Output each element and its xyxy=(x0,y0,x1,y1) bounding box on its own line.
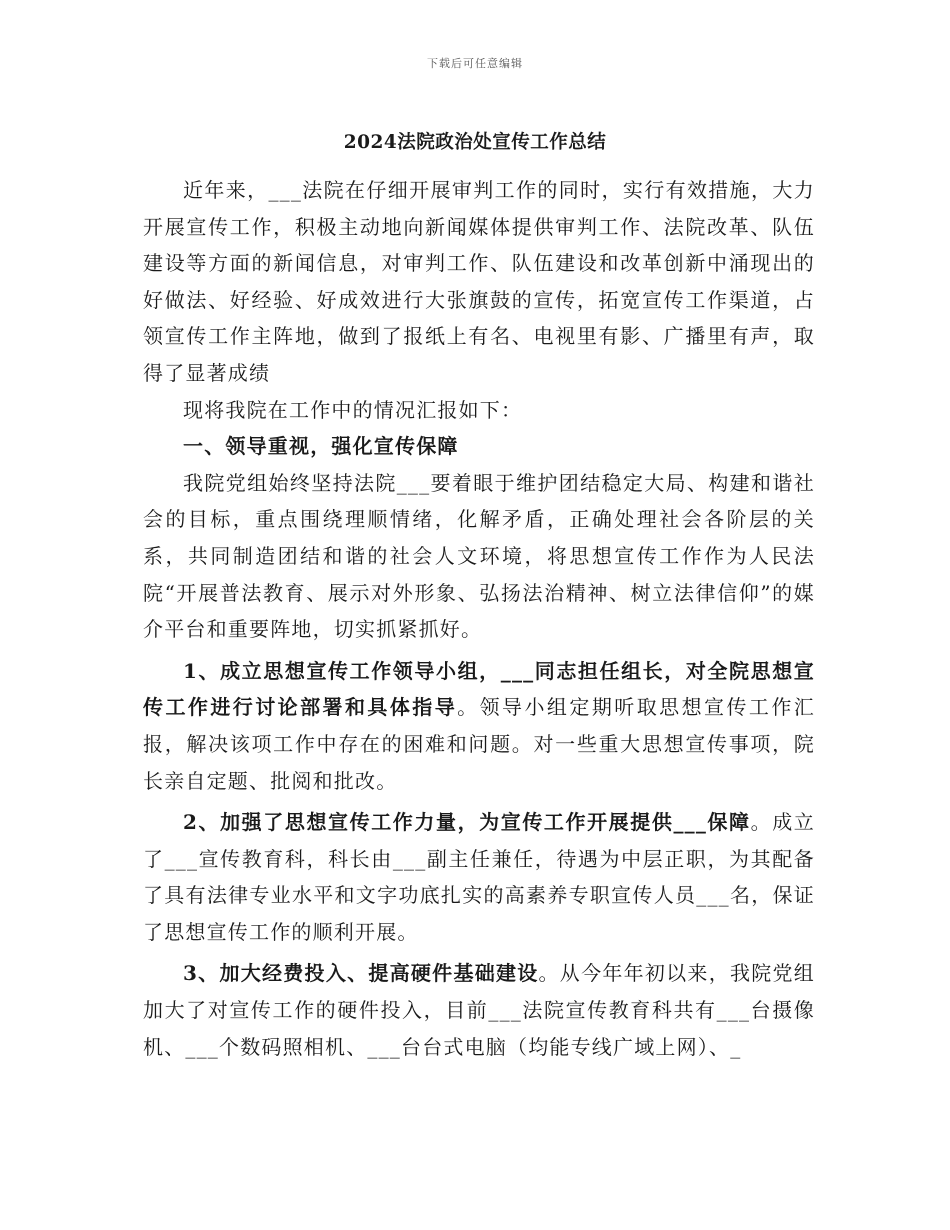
item-1-text: 。领导小组定期听取思想宣传工作汇报，解决该项工作中存在的困难和问题。对一些重大思想宣传事项，院长亲自定题、批阅和批改。 xyxy=(143,695,815,793)
item-2-heading: 2、加强了思想宣传工作力量，为宣传工作开展提供___保障 xyxy=(183,810,751,835)
paragraph-item-1 xyxy=(143,653,815,799)
item-1-heading: 1、成立思想宣传工作领导小组，___同志担任组长，对全院思想宣传工作进行讨论部署和具体指导 xyxy=(143,658,815,720)
paragraph-item-2 xyxy=(143,804,815,950)
paragraph-summary-lead: 现将我院在工作中的情况汇报如下： xyxy=(183,397,523,422)
item-3-heading: 3、加大经费投入、提高硬件基础建设 xyxy=(183,961,539,986)
page-header: 下载后可任意编辑 xyxy=(427,57,523,70)
section-heading-1: 一、领导重视，强化宣传保障 xyxy=(183,434,459,459)
document-body xyxy=(143,172,815,1065)
item-3-text: 。从今年年初以来，我院党组加大了对宣传工作的硬件投入，目前___法院宣传教育科共有___台摄像机、___个数码照相机、___台台式电脑（均能专线广域上网）、_ xyxy=(143,961,815,1059)
paragraph-party-group: 我院党组始终坚持法院___要着眼于维护团结稳定大局、构建和谐社会的目标，重点围绕理顺情绪，化解矛盾，正确处理社会各阶层的关系，共同制造团结和谐的社会人文环境，将思想宣传工作作为人民法院“开展普法教育、展示对外形象、弘扬法治精神、树立法律信仰”的媒介平台和重要阵地，切实抓紧抓好。 xyxy=(143,470,815,642)
paragraph-intro: 近年来，___法院在仔细开展审判工作的同时，实行有效措施，大力开展宣传工作，积极主动地向新闻媒体提供审判工作、法院改革、队伍建设等方面的新闻信息，对审判工作、队伍建设和改革创新中涌现出的好做法、好经验、好成效进行大张旗鼓的宣传，拓宽宣传工作渠道，占领宣传工作主阵地，做到了报纸上有名、电视里有影、广播里有声，取得了显著成绩 xyxy=(143,178,815,385)
document-title: 2024法院政治处宣传工作总结 xyxy=(343,132,607,153)
paragraph-item-3 xyxy=(143,955,815,1065)
item-2-text: 。成立了___宣传教育科，科长由___副主任兼任，待遇为中层正职，为其配备了具有法律专业水平和文字功底扎实的高素养专职宣传人员___名，保证了思想宣传工作的顺利开展。 xyxy=(143,810,816,944)
